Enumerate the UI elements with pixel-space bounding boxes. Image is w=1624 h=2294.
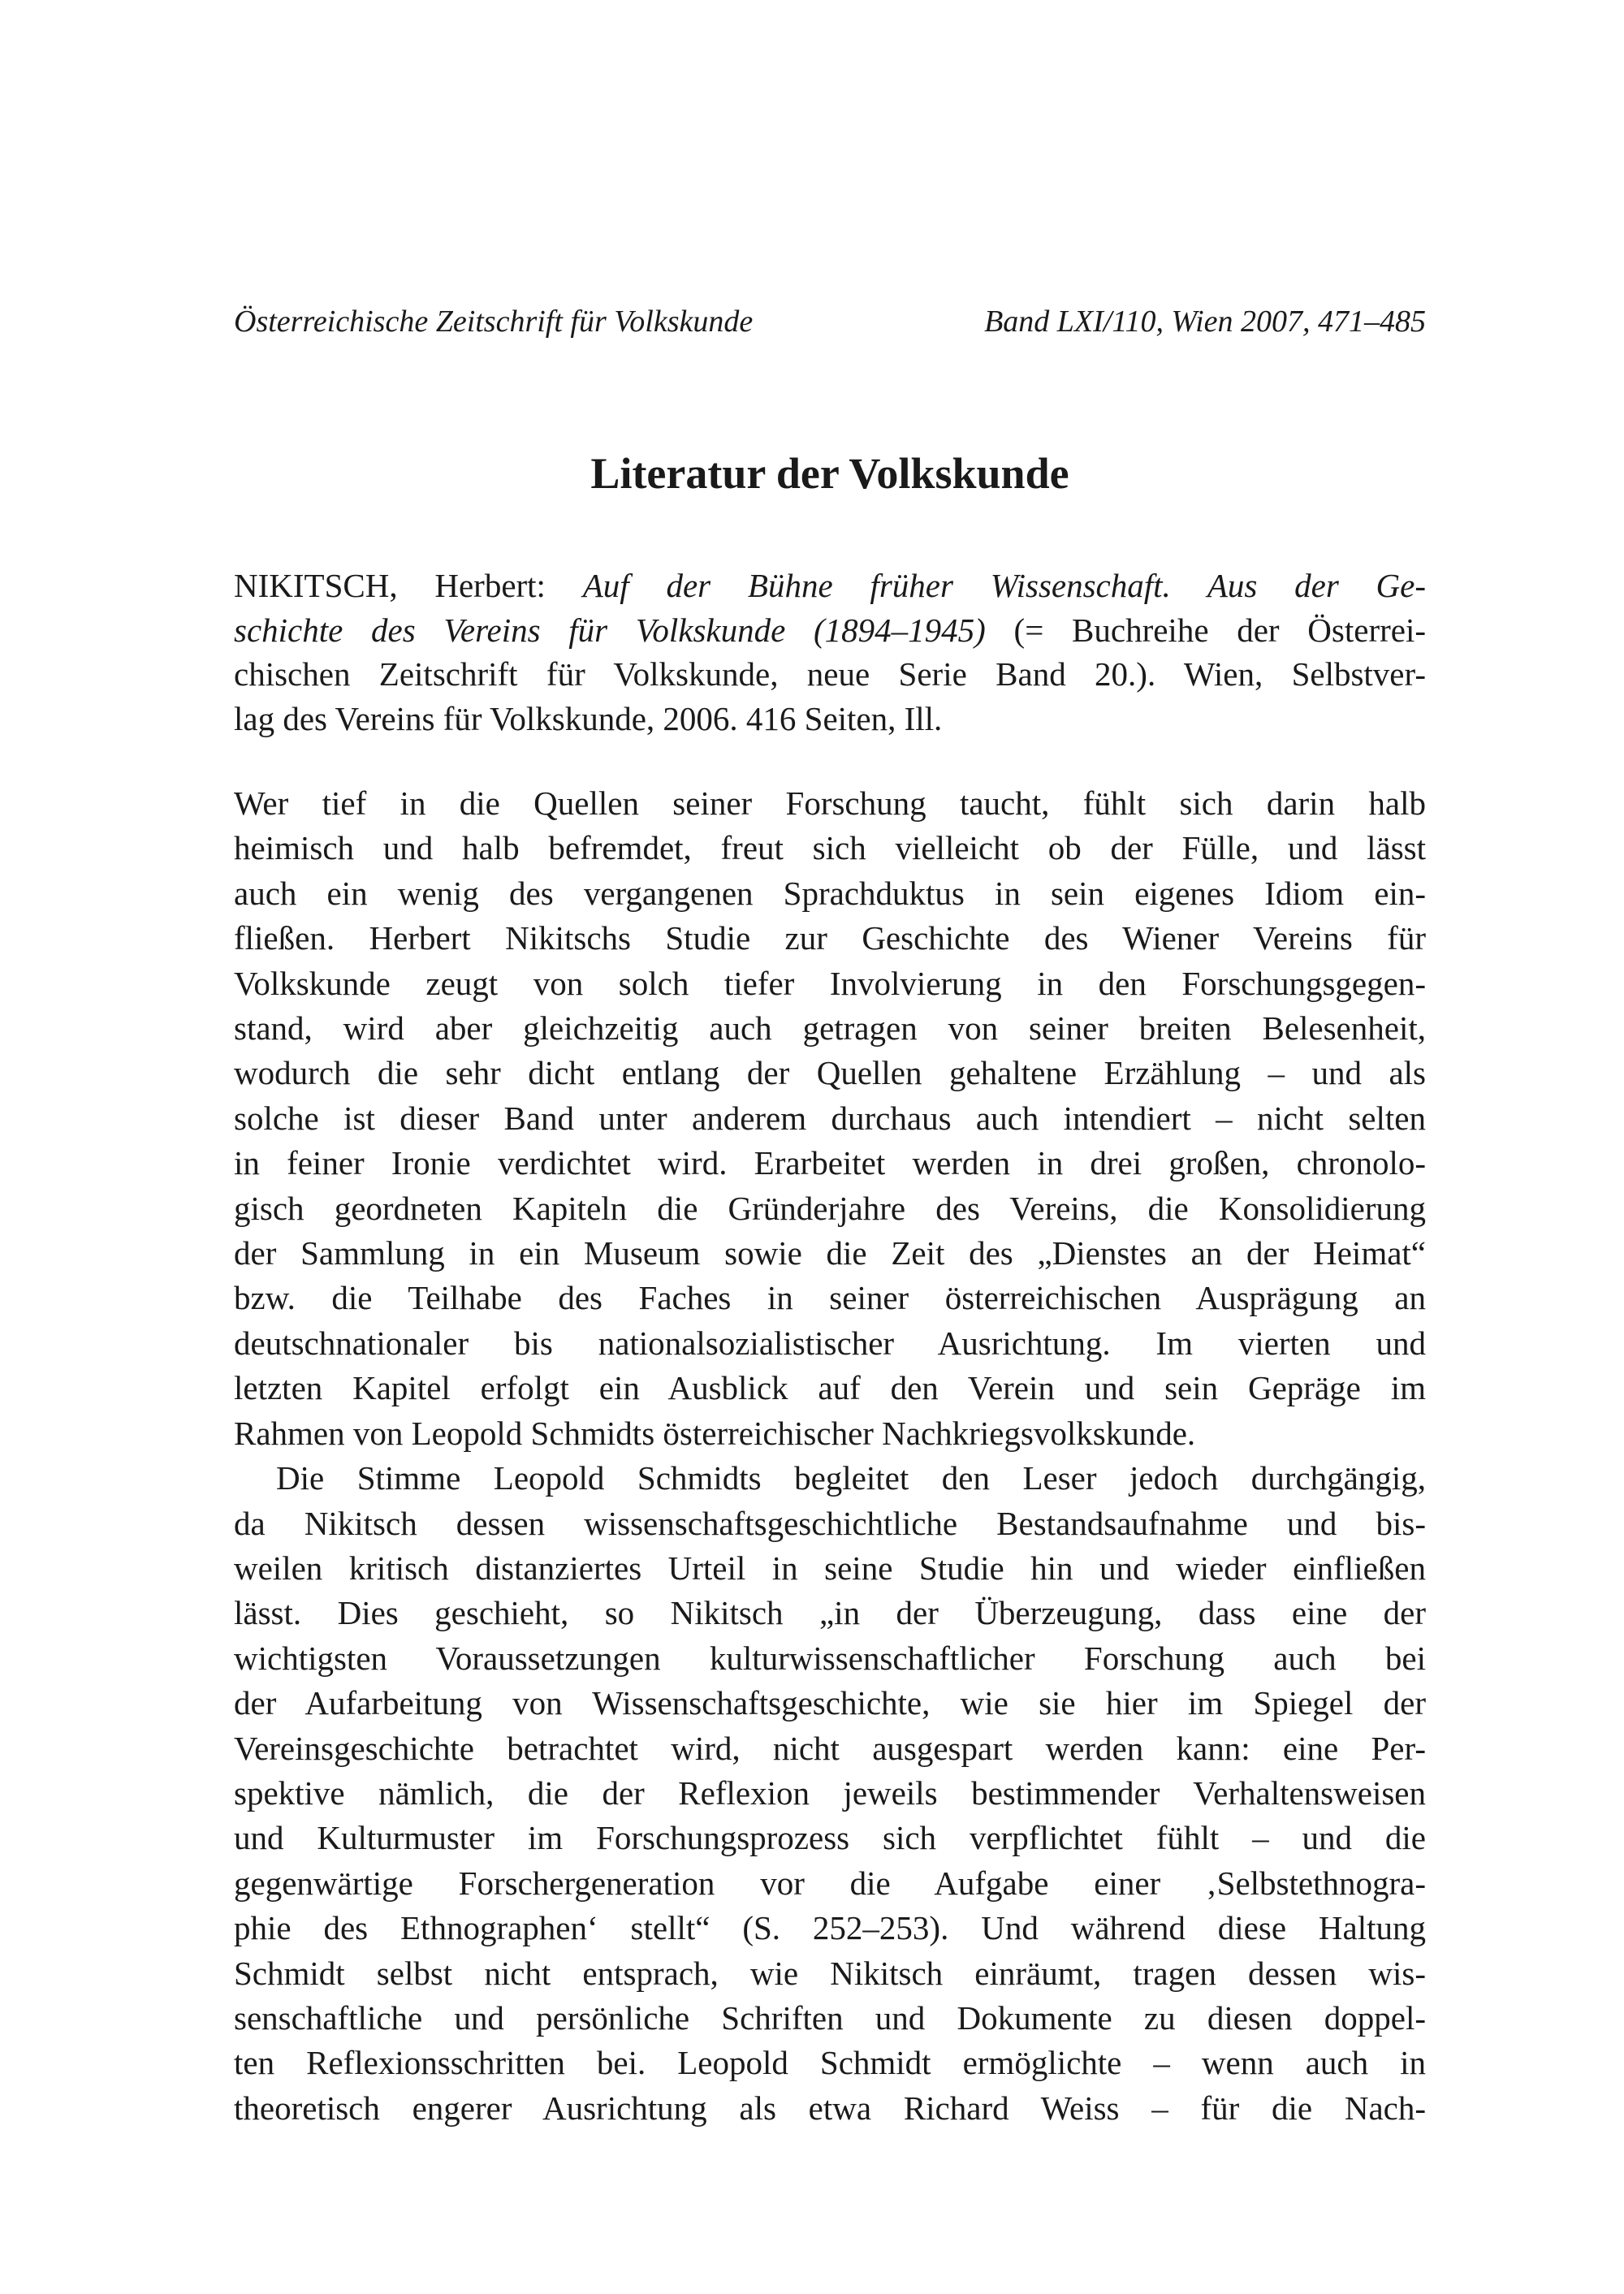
document-page <box>234 0 1426 2294</box>
text-line: phie des Ethnographen‘ stellt“ (S. 252–253). Und während diese Haltung <box>234 1909 1426 1947</box>
text-line: Die Stimme Leopold Schmidts begleitet den Leser jedoch durchgängig, <box>276 1459 1426 1497</box>
text-line: Schmidt selbst nicht entsprach, wie Nikitsch einräumt, tragen dessen wis- <box>234 1954 1426 1992</box>
review-body <box>234 781 1426 2131</box>
paragraph-2 <box>234 1456 1426 2131</box>
text-line: Vereinsgeschichte betrachtet wird, nicht ausgespart werden kann: eine Per- <box>234 1729 1426 1767</box>
text-line: der Aufarbeitung von Wissenschaftsgeschichte, wie sie hier im Spiegel der <box>234 1684 1426 1722</box>
text-line: lässt. Dies geschieht, so Nikitsch „in der Überzeugung, dass eine der <box>234 1594 1426 1632</box>
journal-name: Österreichische Zeitschrift für Volkskunde <box>234 305 754 339</box>
text-line: gegenwärtige Forschergeneration vor die Aufgabe einer ‚Selbstethnogra- <box>234 1864 1426 1902</box>
text-line: wodurch die sehr dicht entlang der Quellen gehaltene Erzählung – und als <box>234 1054 1426 1092</box>
text-line: letzten Kapitel erfolgt ein Ausblick auf den Verein und sein Gepräge im <box>234 1369 1426 1407</box>
text-line: deutschnationaler bis nationalsozialistischer Ausrichtung. Im vierten und <box>234 1324 1426 1362</box>
citation-publisher: lag des Vereins für Volkskunde, 2006. 416 Seiten, Ill. <box>234 699 943 737</box>
text-line: auch ein wenig des vergangenen Sprachduktus in sein eigenes Idiom ein- <box>234 874 1426 912</box>
volume-info: Band LXI/110, Wien 2007, 471–485 <box>984 305 1426 339</box>
text-line: stand, wird aber gleichzeitig auch getragen von seiner breiten Belesenheit, <box>234 1009 1426 1048</box>
text-line: Rahmen von Leopold Schmidts österreichischer Nachkriegsvolkskunde. <box>234 1414 1196 1452</box>
text-line: spektive nämlich, die der Reflexion jeweils bestimmender Verhaltensweisen <box>234 1773 1426 1812</box>
text-line: ten Reflexionsschritten bei. Leopold Schmidt ermöglichte – wenn auch in <box>234 2044 1426 2082</box>
section-title: Literatur der Volkskunde <box>590 449 1069 498</box>
citation-author: NIKITSCH, Herbert: <box>234 567 583 604</box>
citation-line <box>234 697 1426 741</box>
citation-line <box>234 652 1426 697</box>
book-citation <box>234 564 1426 741</box>
text-line: wichtigsten Voraussetzungen kulturwissenschaftlicher Forschung auch bei <box>234 1639 1426 1677</box>
citation-series: (= Buchreihe der Österrei- <box>985 611 1426 649</box>
text-line: weilen kritisch distanziertes Urteil in seine Studie hin und wieder einfließen <box>234 1549 1426 1587</box>
text-line: senschaftliche und persönliche Schriften und Dokumente zu diesen doppel- <box>234 1998 1426 2037</box>
text-line: heimisch und halb befremdet, freut sich vielleicht ob der Fülle, und lässt <box>234 829 1426 867</box>
text-line: theoretisch engerer Ausrichtung als etwa Richard Weiss – für die Nach- <box>234 2089 1426 2127</box>
text-line: solche ist dieser Band unter anderem durchaus auch intendiert – nicht selten <box>234 1099 1426 1137</box>
citation-line <box>234 564 1426 608</box>
text-line: in feiner Ironie verdichtet wird. Erarbeitet werden in drei großen, chronolo- <box>234 1144 1426 1182</box>
citation-title: Auf der Bühne früher Wissenschaft. Aus der Ge- <box>582 567 1427 604</box>
text-line: gisch geordneten Kapiteln die Gründerjahre des Vereins, die Konsolidierung <box>234 1189 1426 1227</box>
citation-title-cont: schichte des Vereins für Volkskunde (1894–1945) <box>234 611 986 649</box>
text-line: Wer tief in die Quellen seiner Forschung taucht, fühlt sich darin halb <box>234 784 1426 822</box>
text-line: da Nikitsch dessen wissenschaftsgeschichtliche Bestandsaufnahme und bis- <box>234 1504 1426 1542</box>
citation-line <box>234 608 1426 653</box>
text-line: Volkskunde zeugt von solch tiefer Involvierung in den Forschungsgegen- <box>234 964 1426 1002</box>
text-line: der Sammlung in ein Museum sowie die Zeit des „Dienstes an der Heimat“ <box>234 1234 1426 1272</box>
text-line: und Kulturmuster im Forschungsprozess sich verpflichtet fühlt – und die <box>234 1819 1426 1857</box>
citation-series-cont: chischen Zeitschrift für Volkskunde, neue Serie Band 20.). Wien, Selbstver- <box>234 655 1426 693</box>
text-line: bzw. die Teilhabe des Faches in seiner österreichischen Ausprägung an <box>234 1279 1426 1317</box>
paragraph-1 <box>234 781 1426 1456</box>
text-line: fließen. Herbert Nikitschs Studie zur Geschichte des Wiener Vereins für <box>234 919 1426 957</box>
